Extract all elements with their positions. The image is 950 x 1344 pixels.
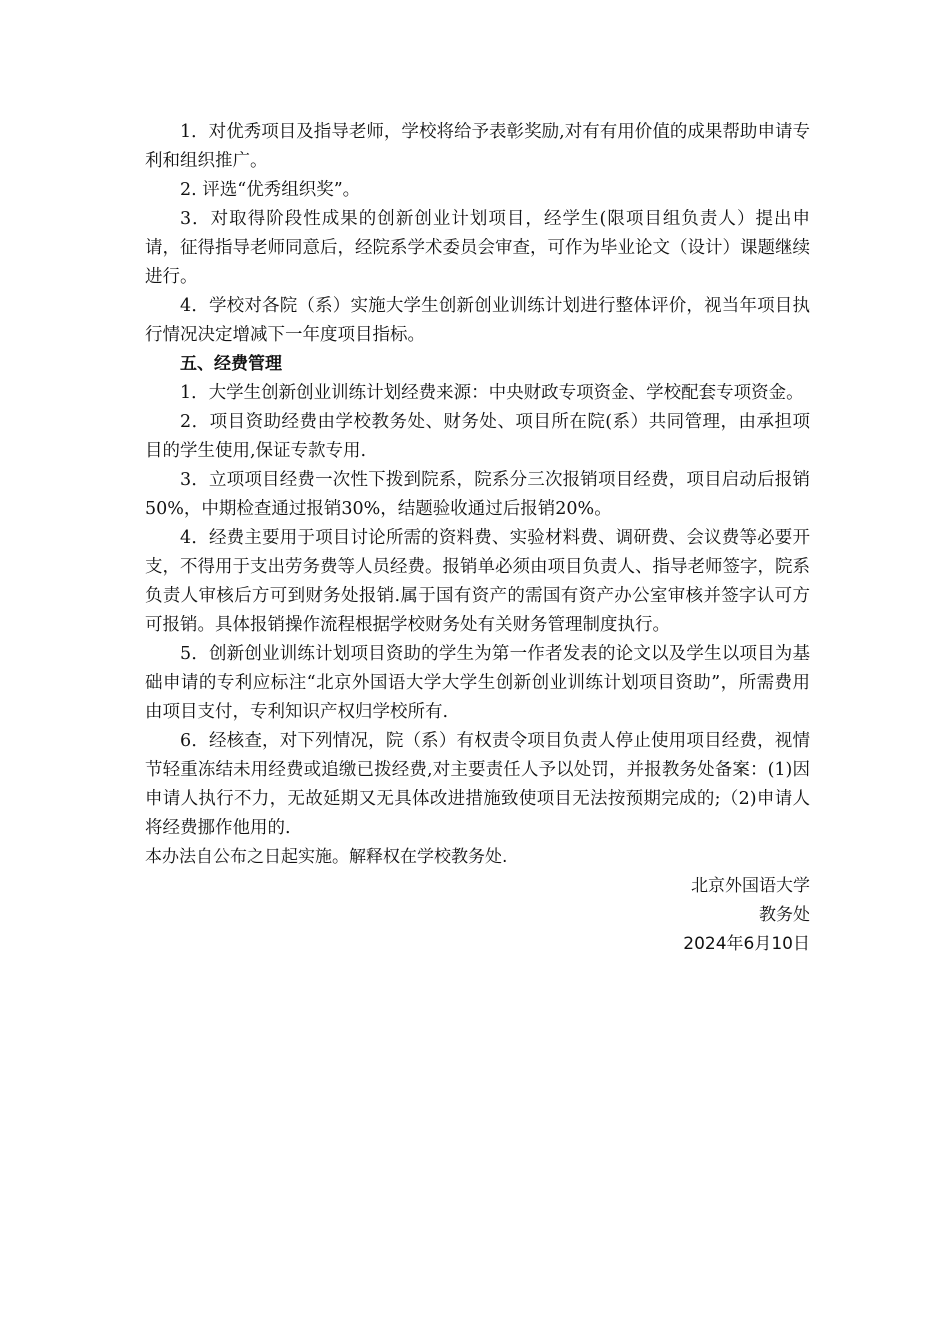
signature-date: 2024年6月10日 xyxy=(683,934,810,954)
paragraph-organization-award: 2. 评选“优秀组织奖”。 xyxy=(180,180,361,200)
paragraph-funding-attribution: 5．创新创业训练计划项目资助的学生为第一作者发表的论文以及学生以项目为基础申请的专利应标注“北京外国语大学大学生创新创业训练计划项目资助”，所需费用由项目支付，专利知识产权归学校所有. xyxy=(145,644,810,722)
closing-statement: 本办法自公布之日起实施。解释权在学校教务处. xyxy=(145,847,508,867)
signature-organization: 北京外国语大学 xyxy=(691,876,810,896)
paragraph-overall-evaluation: 4．学校对各院（系）实施大学生创新创业训练计划进行整体评价，视当年项目执行情况决定增减下一年度项目指标。 xyxy=(145,296,810,345)
paragraph-reward: 1．对优秀项目及指导老师，学校将给予表彰奖励,对有有用价值的成果帮助申请专利和组织推广。 xyxy=(145,122,810,171)
paragraph-funding-source: 1．大学生创新创业训练计划经费来源：中央财政专项资金、学校配套专项资金。 xyxy=(180,383,804,403)
paragraph-funding-usage: 4．经费主要用于项目讨论所需的资料费、实验材料费、调研费、会议费等必要开支，不得用于支出劳务费等人员经费。报销单必须由项目负责人、指导老师签字，院系负责人审核后方可到财务处报销.属于国有资产的需国有资产办公室审核并签字认可方可报销。具体报销操作流程根据学校财务处有关财务管理制度执行。 xyxy=(145,528,810,635)
paragraph-funding-disbursement: 3．立项项目经费一次性下拨到院系，院系分三次报销项目经费，项目启动后报销50%，中期检查通过报销30%，结题验收通过后报销20%。 xyxy=(145,470,810,519)
document-body xyxy=(145,118,810,959)
section-heading-funding: 五、经费管理 xyxy=(180,354,282,374)
paragraph-funding-penalties: 6．经核查，对下列情况，院（系）有权责令项目负责人停止使用项目经费，视情节轻重冻结未用经费或追缴已拨经费,对主要责任人予以处罚，并报教务处备案：(1)因申请人执行不力，无故延期又无具体改进措施致使项目无法按预期完成的;（2)申请人将经费挪作他用的. xyxy=(145,731,810,838)
signature-department: 教务处 xyxy=(759,905,810,925)
paragraph-funding-management: 2．项目资助经费由学校教务处、财务处、项目所在院(系）共同管理，由承担项目的学生使用,保证专款专用. xyxy=(145,412,810,461)
paragraph-thesis-continuation: 3．对取得阶段性成果的创新创业计划项目，经学生(限项目组负责人）提出申请，征得指导老师同意后，经院系学术委员会审查，可作为毕业论文（设计）课题继续进行。 xyxy=(145,209,810,287)
